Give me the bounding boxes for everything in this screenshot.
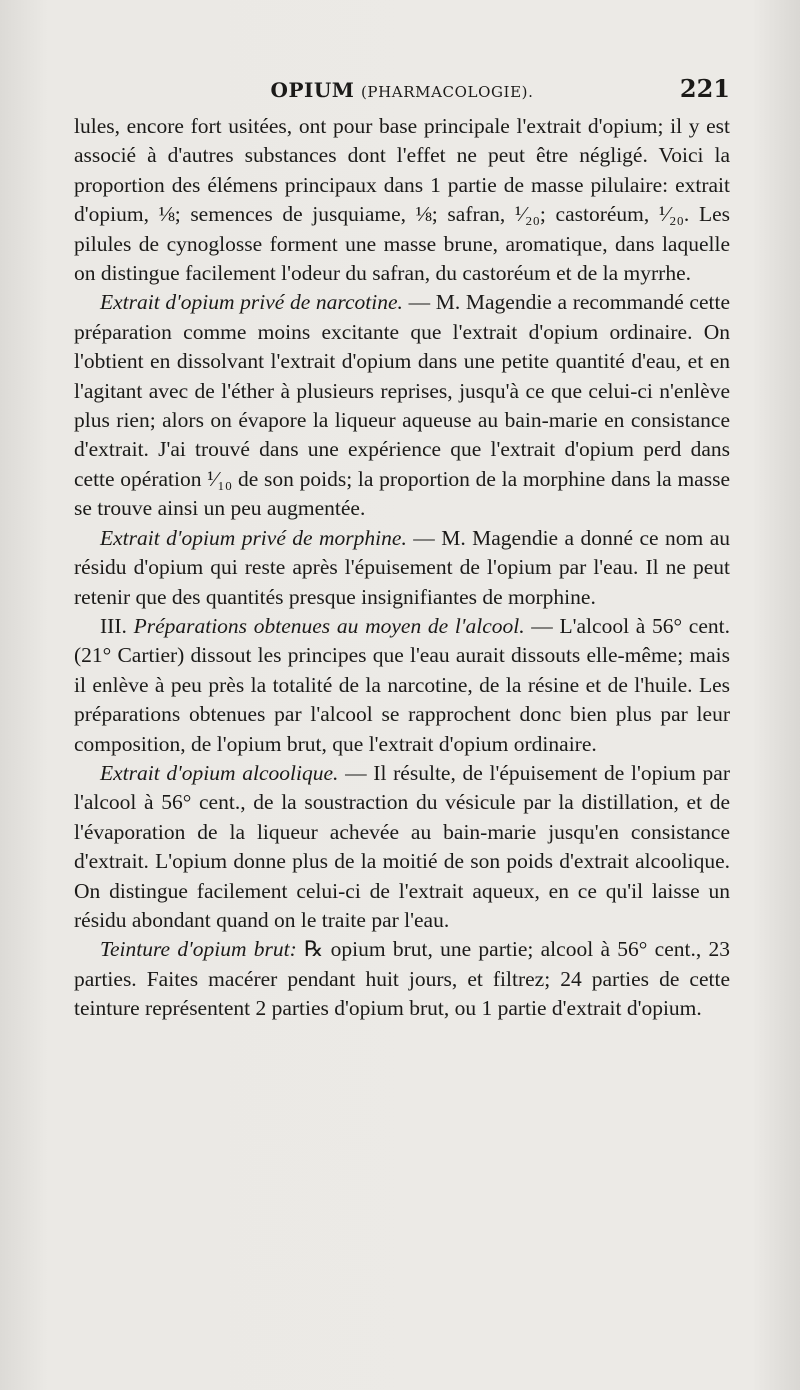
running-head <box>74 78 730 102</box>
paragraph-heading: Préparations obtenues au moyen de l'alcool. <box>133 613 525 638</box>
paragraph-extrait-prive-narcotine <box>74 288 730 523</box>
paragraph-heading: Extrait d'opium alcoolique. <box>100 760 339 785</box>
paragraph-extrait-alcoolique <box>74 759 730 935</box>
paragraph-body: ℞ opium brut, une partie; alcool à 56° cent., 23 parties. Faites macérer pendant huit jours, et filtrez; 24 parties de cette teinture représentent 2 parties d'opium brut, ou 1 partie d'extrait d'opium. <box>74 937 730 1021</box>
body-text <box>74 112 730 1024</box>
paragraph-body: — M. Magendie a recommandé cette préparation comme moins excitante que l'extrait d'opium ordinaire. On l'obtient en dissolvant l'extrait d'opium dans une petite quantité d'eau, et en l'agitant avec de l'éther à plusieurs reprises, jusqu'à ce que celui-ci n'enlève plus rien; alors on évapore la liqueur aqueuse au bain-marie en consistance d'extrait. J'ai trouvé dans une expérience que l'extrait d'opium perd dans cette opération ¹⁄₁₀ de son poids; la proportion de la morphine dans la masse se trouve ainsi un peu augmentée. <box>74 290 730 521</box>
paragraph-body: — L'alcool à 56° cent. (21° Cartier) dissout les principes que l'eau aurait dissouts elle-même; mais il enlève à peu près la totalité de la narcotine, de la résine et de l'huile. Les préparations obtenues par l'alcool se rapprochent donc bien plus par leur composition, de l'opium brut, que l'extrait d'opium ordinaire. <box>74 613 730 756</box>
paragraph-body: — Il résulte, de l'épuisement de l'opium par l'alcool à 56° cent., de la soustraction du vésicule par la distillation, et de l'évaporation de la liqueur achevée au bain-marie jusqu'en consistance d'extrait. L'opium donne plus de la moitié de son poids d'extrait alcoolique. On distingue facilement celui-ci de l'extrait aqueux, en ce qu'il laisse un résidu abondant quand on le traite par l'eau. <box>74 760 730 932</box>
page-header <box>74 74 730 112</box>
paragraph-heading: Extrait d'opium privé de narcotine. <box>100 290 403 315</box>
paragraph-body: — M. Magendie a donné ce nom au résidu d'opium qui reste après l'épuisement de l'opium par l'eau. Il ne peut retenir que des quantités presque insignifiantes de morphine. <box>74 525 730 609</box>
paragraph-continuation <box>74 112 730 288</box>
paragraph-heading: Extrait d'opium privé de morphine. <box>100 525 407 550</box>
paragraph-heading: Teinture d'opium brut: <box>100 937 297 962</box>
paragraph-extrait-prive-morphine <box>74 524 730 612</box>
paragraph-teinture-opium <box>74 935 730 1023</box>
section-number: III. <box>100 613 134 638</box>
paragraph-body: lules, encore fort usitées, ont pour base principale l'extrait d'opium; il y est associé à d'autres substances dont l'effet ne peut être négligé. Voici la proportion des élémens principaux dans 1 partie de masse pilulaire: extrait d'opium, ⅛; semences de jusquiame, ⅛; safran, ¹⁄₂₀; castoréum, ¹⁄₂₀. Les pilules de cynoglosse forment une masse brune, aromatique, dans laquelle on distingue facilement l'odeur du safran, du castoréum et de la myrrhe. <box>74 114 730 286</box>
running-head-title: OPIUM <box>270 78 355 102</box>
running-head-subtitle: (PHARMACOLOGIE). <box>360 83 534 101</box>
paragraph-preparations-alcool <box>74 612 730 759</box>
page-number: 221 <box>679 74 730 103</box>
